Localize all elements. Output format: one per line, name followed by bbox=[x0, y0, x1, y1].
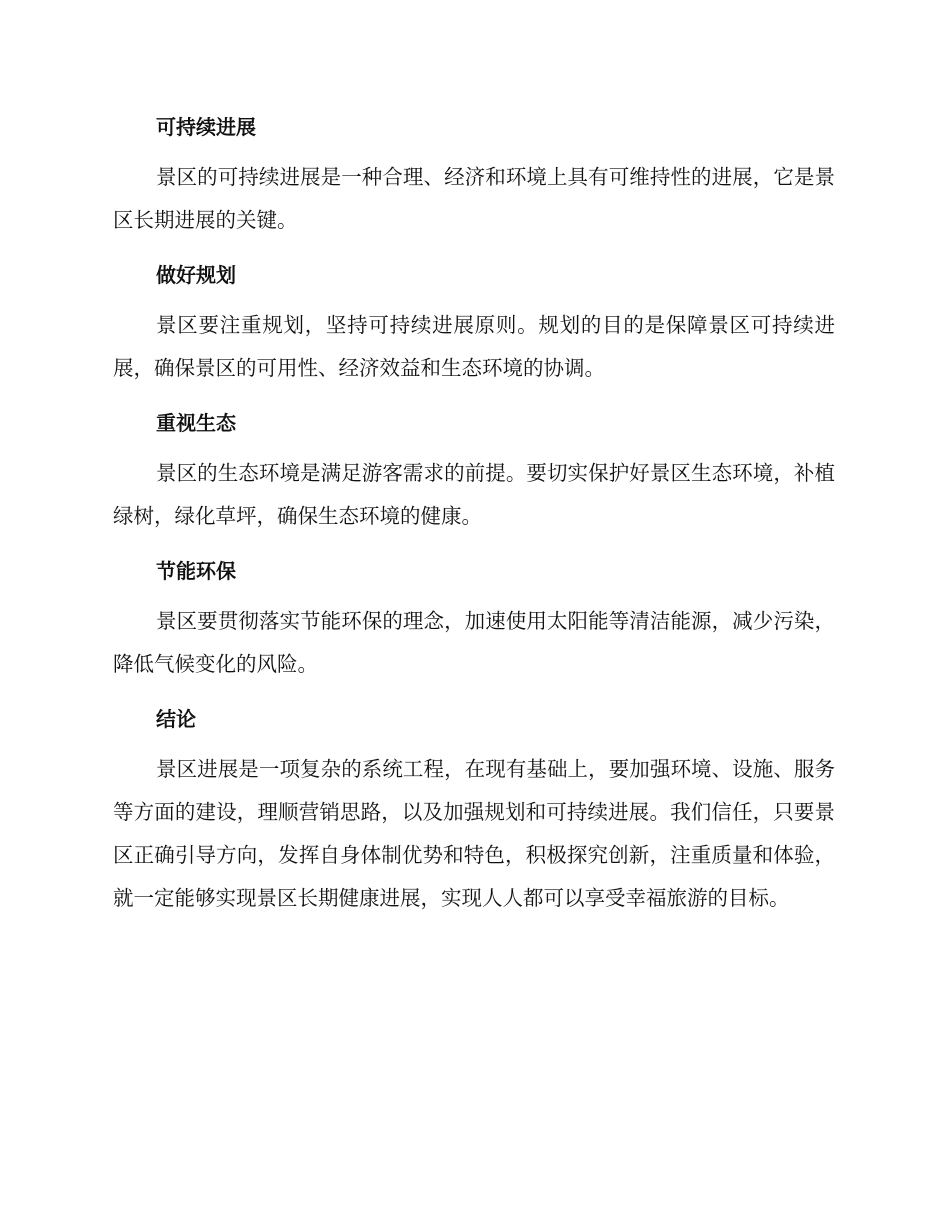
section-conclusion bbox=[113, 700, 835, 920]
section-sustainable-development bbox=[113, 108, 835, 242]
section-paragraph: 景区进展是一项复杂的系统工程，在现有基础上，要加强环境、设施、服务等方面的建设，理顺营销思路，以及加强规划和可持续进展。我们信任，只要景区正确引导方向，发挥自身体制优势和特色，积极探究创新，注重质量和体验，就一定能够实现景区长期健康进展，实现人人都可以享受幸福旅游的目标。 bbox=[113, 757, 835, 910]
section-heading: 做好规划 bbox=[156, 263, 236, 287]
section-heading: 节能环保 bbox=[156, 559, 236, 583]
document-content bbox=[113, 108, 835, 934]
section-planning bbox=[113, 256, 835, 390]
section-paragraph: 景区要贯彻落实节能环保的理念，加速使用太阳能等清洁能源，减少污染，降低气候变化的风险。 bbox=[113, 609, 835, 676]
section-paragraph: 景区要注重规划，坚持可持续进展原则。规划的目的是保障景区可持续进展，确保景区的可用性、经济效益和生态环境的协调。 bbox=[113, 313, 835, 380]
section-heading: 重视生态 bbox=[156, 411, 236, 435]
section-ecology bbox=[113, 404, 835, 538]
section-paragraph: 景区的可持续进展是一种合理、经济和环境上具有可维持性的进展，它是景区长期进展的关键。 bbox=[113, 165, 835, 232]
section-heading: 结论 bbox=[156, 707, 196, 731]
section-paragraph: 景区的生态环境是满足游客需求的前提。要切实保护好景区生态环境，补植绿树，绿化草坪，确保生态环境的健康。 bbox=[113, 461, 835, 528]
section-energy-saving bbox=[113, 552, 835, 686]
section-heading: 可持续进展 bbox=[156, 115, 256, 139]
